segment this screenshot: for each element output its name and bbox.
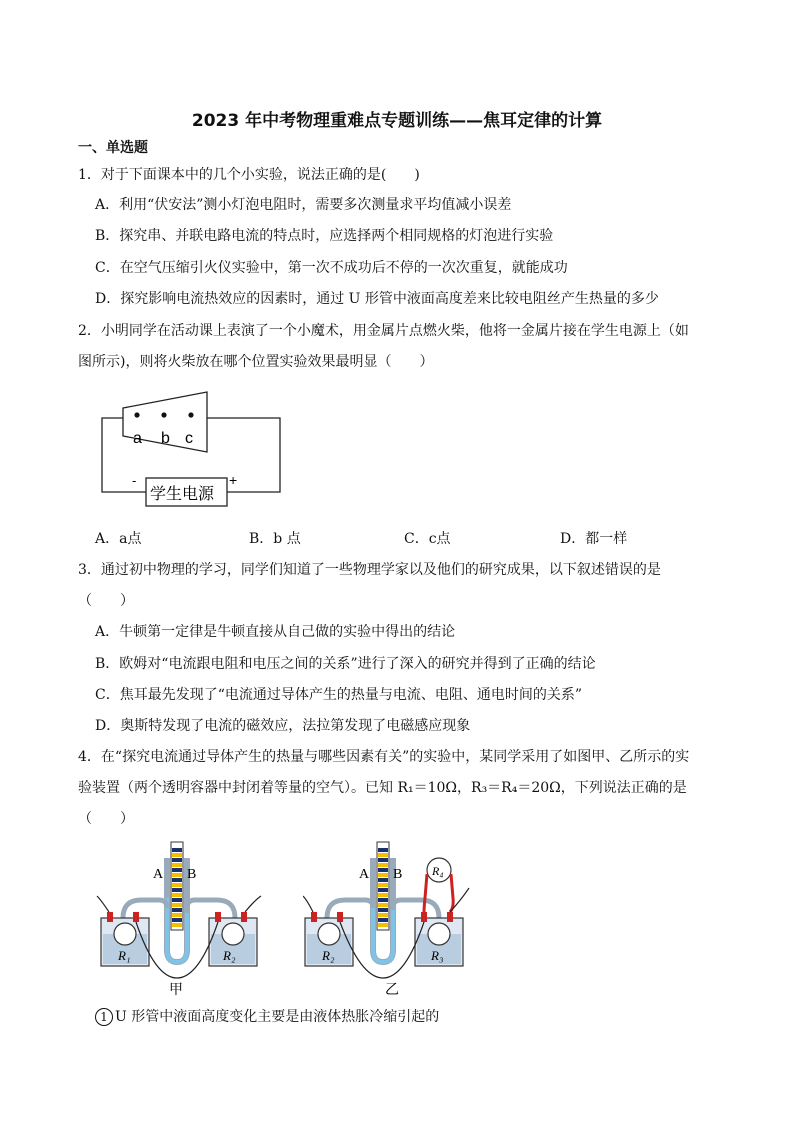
- q1-option-b[interactable]: B．探究串、并联电路电流的特点时，应选择两个相同规格的灯泡进行实验: [95, 228, 554, 244]
- plus-terminal: +: [229, 472, 238, 488]
- jia-caption: 甲: [169, 982, 183, 998]
- jia-label-b: B: [187, 867, 197, 882]
- q2-option-d[interactable]: D．都一样: [560, 531, 628, 547]
- label-b: b: [161, 430, 170, 447]
- yi-caption: 乙: [385, 982, 399, 998]
- point-b-dot[interactable]: [161, 412, 166, 417]
- jia-r-left: R₁: [118, 948, 131, 963]
- wire-right: [207, 418, 280, 492]
- yi-label-a: A: [359, 867, 370, 882]
- page-title: 2023 年中考物理重难点专题训练——焦耳定律的计算: [191, 111, 603, 131]
- q3-stem-line2: （ ）: [78, 593, 134, 609]
- label-c: c: [185, 430, 193, 447]
- q2-option-c[interactable]: C．c点: [404, 531, 451, 547]
- yi-r-left: R₂: [322, 948, 335, 963]
- q2-option-a[interactable]: A．a点: [95, 531, 142, 547]
- q2-stem-line2: 图所示)，则将火柴放在哪个位置实验效果最明显（ ）: [78, 354, 434, 370]
- q2-stem-line1: 2．小明同学在活动课上表演了一个小魔术，用金属片点燃火柴，他将一金属片接在学生电源上（如: [78, 323, 689, 339]
- power-supply-label: 学生电源: [150, 484, 215, 503]
- q4-stem-line2: 验装置（两个透明容器中封闭着等量的空气）。已知 R₁＝10Ω，R₃＝R₄＝20Ω，下列说法正确的是: [78, 780, 687, 796]
- q3-option-b[interactable]: B．欧姆对“电流跟电阻和电压之间的关系”进行了深入的研究并得到了正确的结论: [95, 656, 596, 672]
- q1-option-c[interactable]: C．在空气压缩引火仪实验中，第一次不成功后不停的一次次重复，就能成功: [95, 260, 568, 276]
- q4-statement-1-text: U 形管中液面高度变化主要是由液体热胀冷缩引起的: [115, 1009, 440, 1025]
- yi-r-top: R₄: [432, 864, 444, 878]
- section-heading: 一、单选题: [78, 140, 148, 156]
- q4-stem-line3: （ ）: [78, 811, 134, 827]
- q4-figure-yi: [303, 838, 473, 1000]
- q3-option-d[interactable]: D．奥斯特发现了电流的磁效应，法拉第发现了电磁感应现象: [95, 718, 471, 734]
- q4-stem-line1: 4．在“探究电流通过导体产生的热量与哪些因素有关”的实验中，某同学采用了如图甲、乙所示的实: [78, 749, 690, 765]
- q1-option-d[interactable]: D．探究影响电流热效应的因素时，通过 U 形管中液面高度差来比较电阻丝产生热量的多少: [95, 291, 659, 307]
- jia-label-a: A: [153, 867, 164, 882]
- q3-stem-line1: 3．通过初中物理的学习，同学们知道了一些物理学家以及他们的研究成果，以下叙述错误的是: [78, 562, 661, 578]
- yi-r-right: R₃: [431, 948, 444, 963]
- label-a: a: [133, 430, 142, 447]
- minus-terminal: -: [132, 473, 137, 488]
- yi-label-b: B: [393, 867, 403, 882]
- q1-option-a[interactable]: A．利用“伏安法”测小灯泡电阻时，需要多次测量求平均值减小误差: [95, 197, 512, 213]
- circled-number-1: 1: [95, 1008, 113, 1026]
- point-a-dot[interactable]: [134, 412, 139, 417]
- q2-circuit-figure: [98, 388, 284, 514]
- q4-figure-jia: [95, 838, 265, 1000]
- q3-option-a[interactable]: A．牛顿第一定律是牛顿直接从自己做的实验中得出的结论: [95, 624, 456, 640]
- q1-stem: 1．对于下面课本中的几个小实验，说法正确的是( ): [78, 167, 420, 183]
- jia-r-right: R₂: [223, 948, 236, 963]
- q4-statement-1[interactable]: [95, 1008, 439, 1026]
- point-c-dot[interactable]: [188, 412, 193, 417]
- q3-option-c[interactable]: C．焦耳最先发现了“电流通过导体产生的热量与电流、电阻、通电时间的关系”: [95, 687, 583, 703]
- q2-option-b[interactable]: B．b 点: [249, 531, 301, 547]
